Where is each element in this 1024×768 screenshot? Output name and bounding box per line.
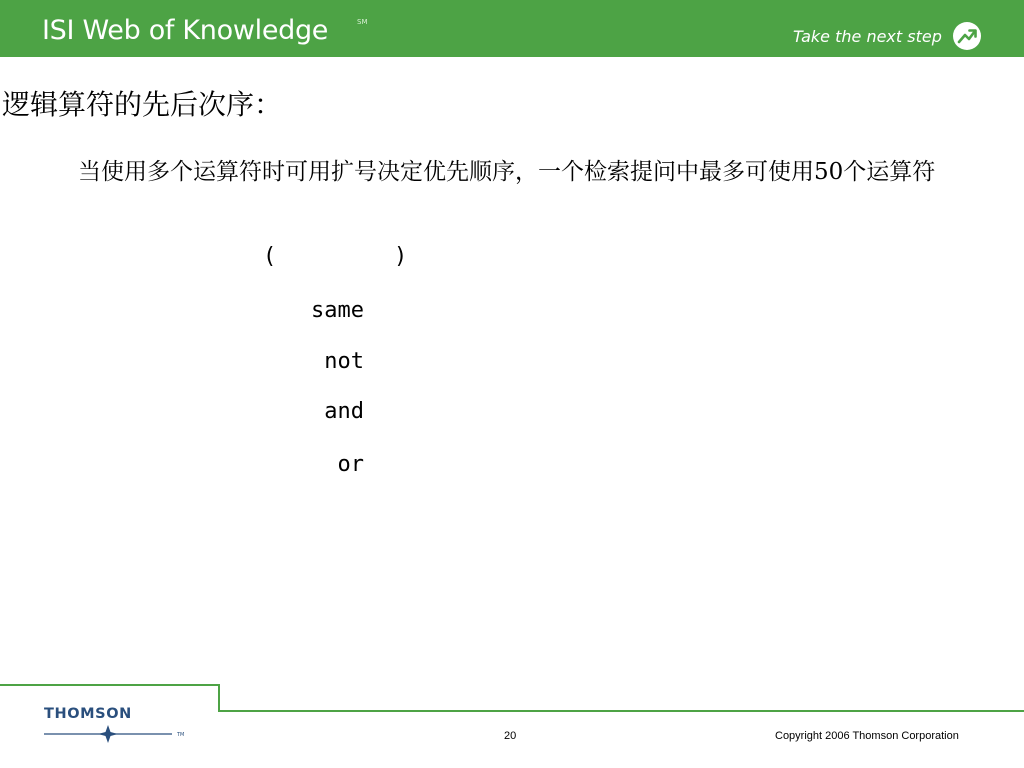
star-icon xyxy=(40,724,190,744)
thomson-logo xyxy=(40,706,190,746)
operator-or: or xyxy=(337,452,364,477)
operator-same: same xyxy=(311,298,364,323)
tagline: Take the next step xyxy=(793,27,942,46)
page-number: 20 xyxy=(504,730,517,742)
copyright-notice: Copyright 2006 Thomson Corporation xyxy=(775,730,959,742)
footer-divider-left xyxy=(0,684,219,686)
circle-arrow-icon xyxy=(951,20,983,52)
operator-paren-open: ( xyxy=(263,244,277,269)
brand-title: ISI Web of Knowledge xyxy=(42,15,329,46)
operator-not: not xyxy=(324,349,364,374)
thomson-trademark: TM xyxy=(177,732,185,738)
slide-title: 逻辑算符的先后次序： xyxy=(2,88,283,121)
operator-paren-close: ) xyxy=(394,244,408,269)
footer-divider-right xyxy=(218,710,1024,712)
slide-body-text: 当使用多个运算符时可用扩号决定优先顺序，一个检索提问中最多可使用50个运算符 xyxy=(78,159,936,185)
brand-service-mark: SM xyxy=(357,18,368,26)
thomson-logo-text: THOMSON xyxy=(44,706,132,722)
header-bar xyxy=(0,0,1024,57)
operator-and: and xyxy=(324,399,364,424)
footer-divider-step xyxy=(218,684,220,712)
